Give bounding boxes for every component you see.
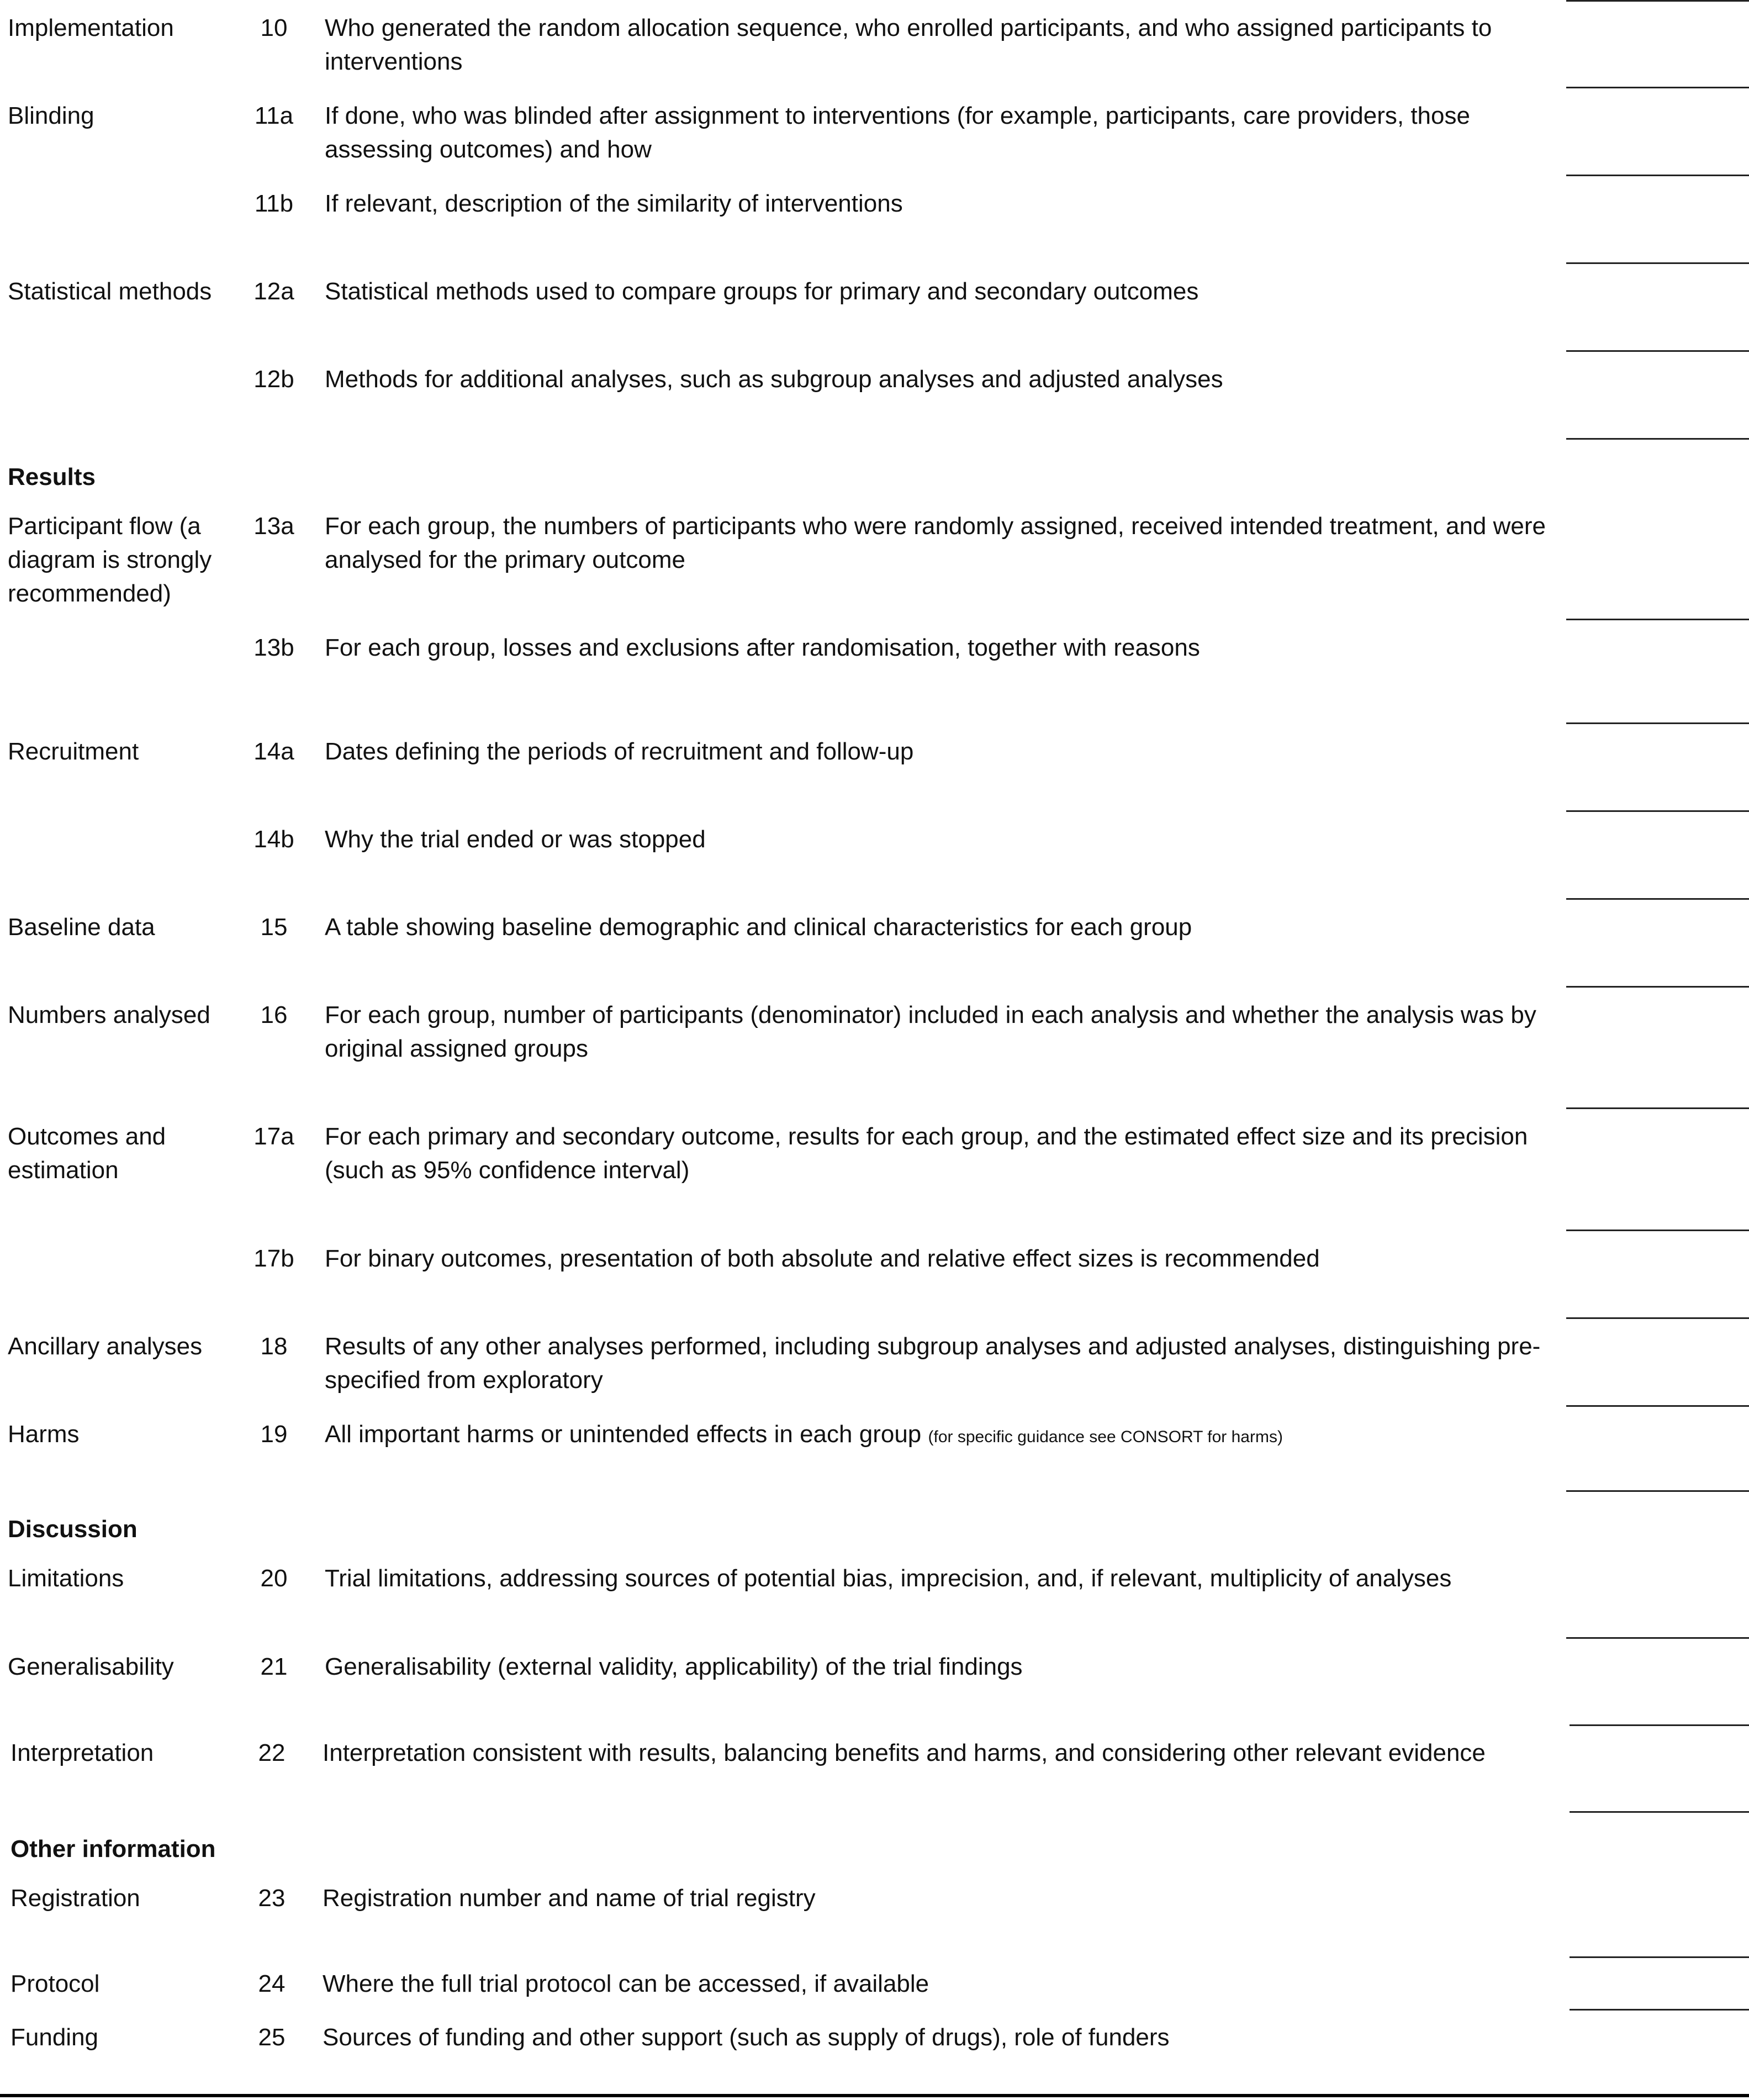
- section-heading-results: Results: [8, 463, 96, 490]
- page-number-line: [1566, 175, 1749, 176]
- item-description: Trial limitations, addressing sources of potential bias, imprecision, and, if relevant, multiplicity of analyses: [325, 1565, 1452, 1592]
- page-number-line: [1566, 810, 1749, 812]
- item-number: 14a: [253, 738, 294, 765]
- item-description: Generalisability (external validity, applicability) of the trial findings: [325, 1653, 1023, 1680]
- page-number-line: [1566, 1107, 1749, 1109]
- page-number-line: [1566, 619, 1749, 620]
- item-topic: Harms: [8, 1421, 80, 1448]
- item-number: 21: [260, 1653, 288, 1680]
- item-description: Interpretation consistent with results, balancing benefits and harms, and considering other relevant evidence: [323, 1739, 1486, 1766]
- page-number-line: [1566, 0, 1749, 2]
- item-topic: Generalisability: [8, 1653, 174, 1680]
- page-number-line: [1566, 898, 1749, 900]
- section-heading-discussion: Discussion: [8, 1516, 138, 1543]
- section-heading-other-information: Other information: [10, 1835, 216, 1862]
- item-description: If done, who was blinded after assignment to interventions (for example, participants, care providers, those assessing outcomes) and how: [325, 102, 1470, 163]
- item-description: Statistical methods used to compare groups for primary and secondary outcomes: [325, 278, 1199, 305]
- item-description: Sources of funding and other support (such as supply of drugs), role of funders: [323, 2024, 1170, 2051]
- page-number-line: [1566, 438, 1749, 440]
- item-topic: Participant flow (a diagram is strongly recommended): [8, 513, 212, 607]
- page-number-line: [1570, 1811, 1749, 1813]
- item-description: For binary outcomes, presentation of both absolute and relative effect sizes is recommended: [325, 1245, 1320, 1272]
- item-number: 18: [260, 1333, 288, 1360]
- item-description: Registration number and name of trial registry: [323, 1885, 816, 1912]
- item-number: 11a: [254, 102, 294, 129]
- page-number-line: [1566, 262, 1749, 264]
- item-number: 13b: [253, 634, 294, 661]
- page-number-line: [1566, 1405, 1749, 1407]
- item-number: 17a: [253, 1123, 294, 1150]
- item-number: 12b: [253, 366, 294, 393]
- item-description: For each group, losses and exclusions after randomisation, together with reasons: [325, 634, 1200, 661]
- item-number: 13a: [253, 513, 294, 540]
- item-topic: Baseline data: [8, 914, 155, 941]
- item-number: 16: [260, 1001, 288, 1028]
- item-number: 15: [260, 914, 288, 941]
- page-number-line: [1566, 722, 1749, 724]
- item-description: Who generated the random allocation sequence, who enrolled participants, and who assigned participants to interventions: [325, 14, 1492, 75]
- item-topic: Recruitment: [8, 738, 139, 765]
- page-number-line: [1566, 350, 1749, 352]
- item-description-text: All important harms or unintended effects in each group: [325, 1421, 922, 1448]
- item-number: 23: [258, 1885, 286, 1912]
- item-number: 12a: [253, 278, 294, 305]
- item-description: For each primary and secondary outcome, results for each group, and the estimated effect size and its precision (such as 95% confidence interval): [325, 1123, 1528, 1184]
- item-topic: Statistical methods: [8, 278, 212, 305]
- item-number: 10: [260, 14, 288, 41]
- item-description: Where the full trial protocol can be accessed, if available: [323, 1970, 929, 1997]
- item-description: For each group, the numbers of participants who were randomly assigned, received intended treatment, and were analysed for the primary outcome: [325, 513, 1546, 573]
- item-description: Why the trial ended or was stopped: [325, 826, 706, 853]
- item-topic: Outcomes and estimation: [8, 1123, 166, 1184]
- page-number-line: [1566, 1317, 1749, 1319]
- item-topic: Blinding: [8, 102, 94, 129]
- page-number-line: [1566, 986, 1749, 988]
- item-topic: Funding: [10, 2024, 99, 2051]
- item-number: 17b: [253, 1245, 294, 1272]
- item-number: 14b: [253, 826, 294, 853]
- item-topic: Numbers analysed: [8, 1001, 210, 1028]
- item-topic: Ancillary analyses: [8, 1333, 203, 1360]
- item-description: Methods for additional analyses, such as subgroup analyses and adjusted analyses: [325, 366, 1223, 393]
- page-number-line: [1566, 1490, 1749, 1492]
- item-topic: Interpretation: [10, 1739, 154, 1766]
- item-description: [325, 1417, 1567, 1454]
- item-description: A table showing baseline demographic and clinical characteristics for each group: [325, 914, 1192, 941]
- item-description: Results of any other analyses performed, including subgroup analyses and adjusted analyses, distinguishing pre-specified from exploratory: [325, 1333, 1541, 1394]
- page-number-line: [1570, 1956, 1749, 1958]
- item-description: Dates defining the periods of recruitment and follow-up: [325, 738, 914, 765]
- page-number-line: [1566, 87, 1749, 88]
- page-number-line: [1570, 1724, 1749, 1726]
- table-bottom-rule: [0, 2094, 1749, 2097]
- item-topic: Limitations: [8, 1565, 124, 1592]
- item-number: 25: [258, 2024, 286, 2051]
- item-number: 24: [258, 1970, 286, 1997]
- page-number-line: [1570, 2009, 1749, 2011]
- item-topic: Protocol: [10, 1970, 100, 1997]
- item-number: 11b: [254, 190, 294, 217]
- item-description: If relevant, description of the similarity of interventions: [325, 190, 903, 217]
- page-number-line: [1566, 1637, 1749, 1639]
- item-number: 22: [258, 1739, 286, 1766]
- item-number: 20: [260, 1565, 288, 1592]
- page-number-line: [1566, 1230, 1749, 1231]
- item-number: 19: [260, 1421, 288, 1448]
- item-topic: Registration: [10, 1885, 140, 1912]
- item-description: For each group, number of participants (denominator) included in each analysis and whether the analysis was by original assigned groups: [325, 1001, 1536, 1062]
- item-topic: Implementation: [8, 14, 174, 41]
- harms-guidance-note: (for specific guidance see CONSORT for harms): [928, 1428, 1283, 1446]
